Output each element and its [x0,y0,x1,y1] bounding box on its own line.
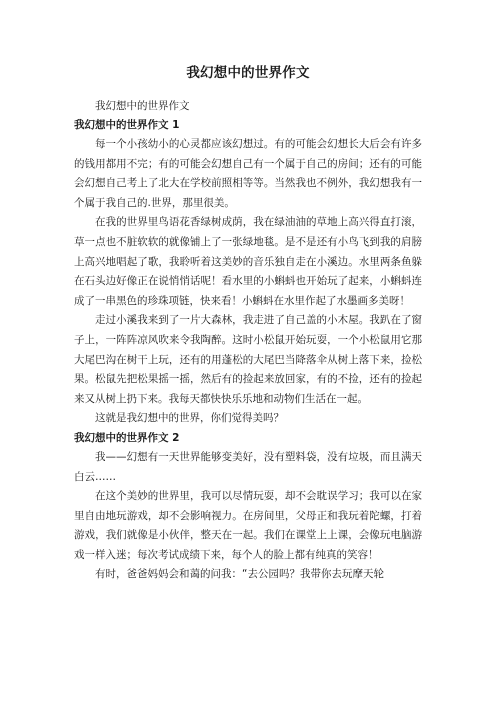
paragraph: 走过小溪我来到了一片大森林，我走进了自己盖的小木屋。我趴在了窗子上，一阵阵凉风吹来令我陶醉。这时小松鼠开始玩耍，一个小松鼠用它那大尾巴沟在树干上玩，还有的用蓬松的大尾巴当降落伞从树上落下来，捡松果。松鼠先把松果摇一摇，然后有的捡起来放回家，有的不捡，还有的捡起来又从树上扔下来。我每天都快快乐乐地和动物们生活在一起。 [74,314,422,405]
paragraph: 这就是我幻想中的世界，你们觉得美吗？ [95,412,284,425]
section-2 [74,429,422,585]
paragraph: 有时，爸爸妈妈会和蔼的问我：“去公园吗？我带你去玩摩天轮 [95,568,384,581]
section-1 [74,116,422,429]
paragraph: 在我的世界里鸟语花香绿树成荫，我在绿油油的草地上高兴得直打滚，草一点也不脏软软的就像铺上了一张绿地毯。是不是还有小鸟飞到我的肩膀上高兴地唱起了歌，我聆听着这美妙的音乐独自走在小溪边。水里两条鱼躲在石头边好像正在说悄悄话呢！看水里的小蝌蚪也开始玩了起来，小蝌蚪连成了一串黑色的珍珠项链，快来看！小蝌蚪在水里作起了水墨画多美呀！ [74,216,422,307]
paragraph: 我——幻想有一天世界能够变美好，没有塑料袋，没有垃圾，而且满天白云…… [74,450,422,483]
paragraph: 在这个美妙的世界里，我可以尽情玩耍，却不会耽误学习；我可以在家里自由地玩游戏，却不会影响视力。在房间里，父母正和我玩着陀螺，打着游戏，我们就像是小伙伴，整天在一起。我们在课堂上上课，会像玩电脑游戏一样入迷；每次考试成绩下来，每个人的脸上都有纯真的笑容！ [74,490,422,561]
section-heading: 我幻想中的世界作文 2 [74,431,180,444]
document-title: 我幻想中的世界作文 [186,65,310,81]
document-subtitle: 我幻想中的世界作文 [95,100,190,112]
paragraph: 每一个小孩幼小的心灵都应该幻想过。有的可能会幻想长大后会有许多的钱用都用不完；有的可能会幻想自己有一个属于自己的房间；还有的可能会幻想自己考上了北大在学校前照相等等。当然我也不例外，我幻想我有一个属于我自己的.世界，那里很美。 [74,138,422,209]
section-heading: 我幻想中的世界作文 1 [74,119,180,131]
